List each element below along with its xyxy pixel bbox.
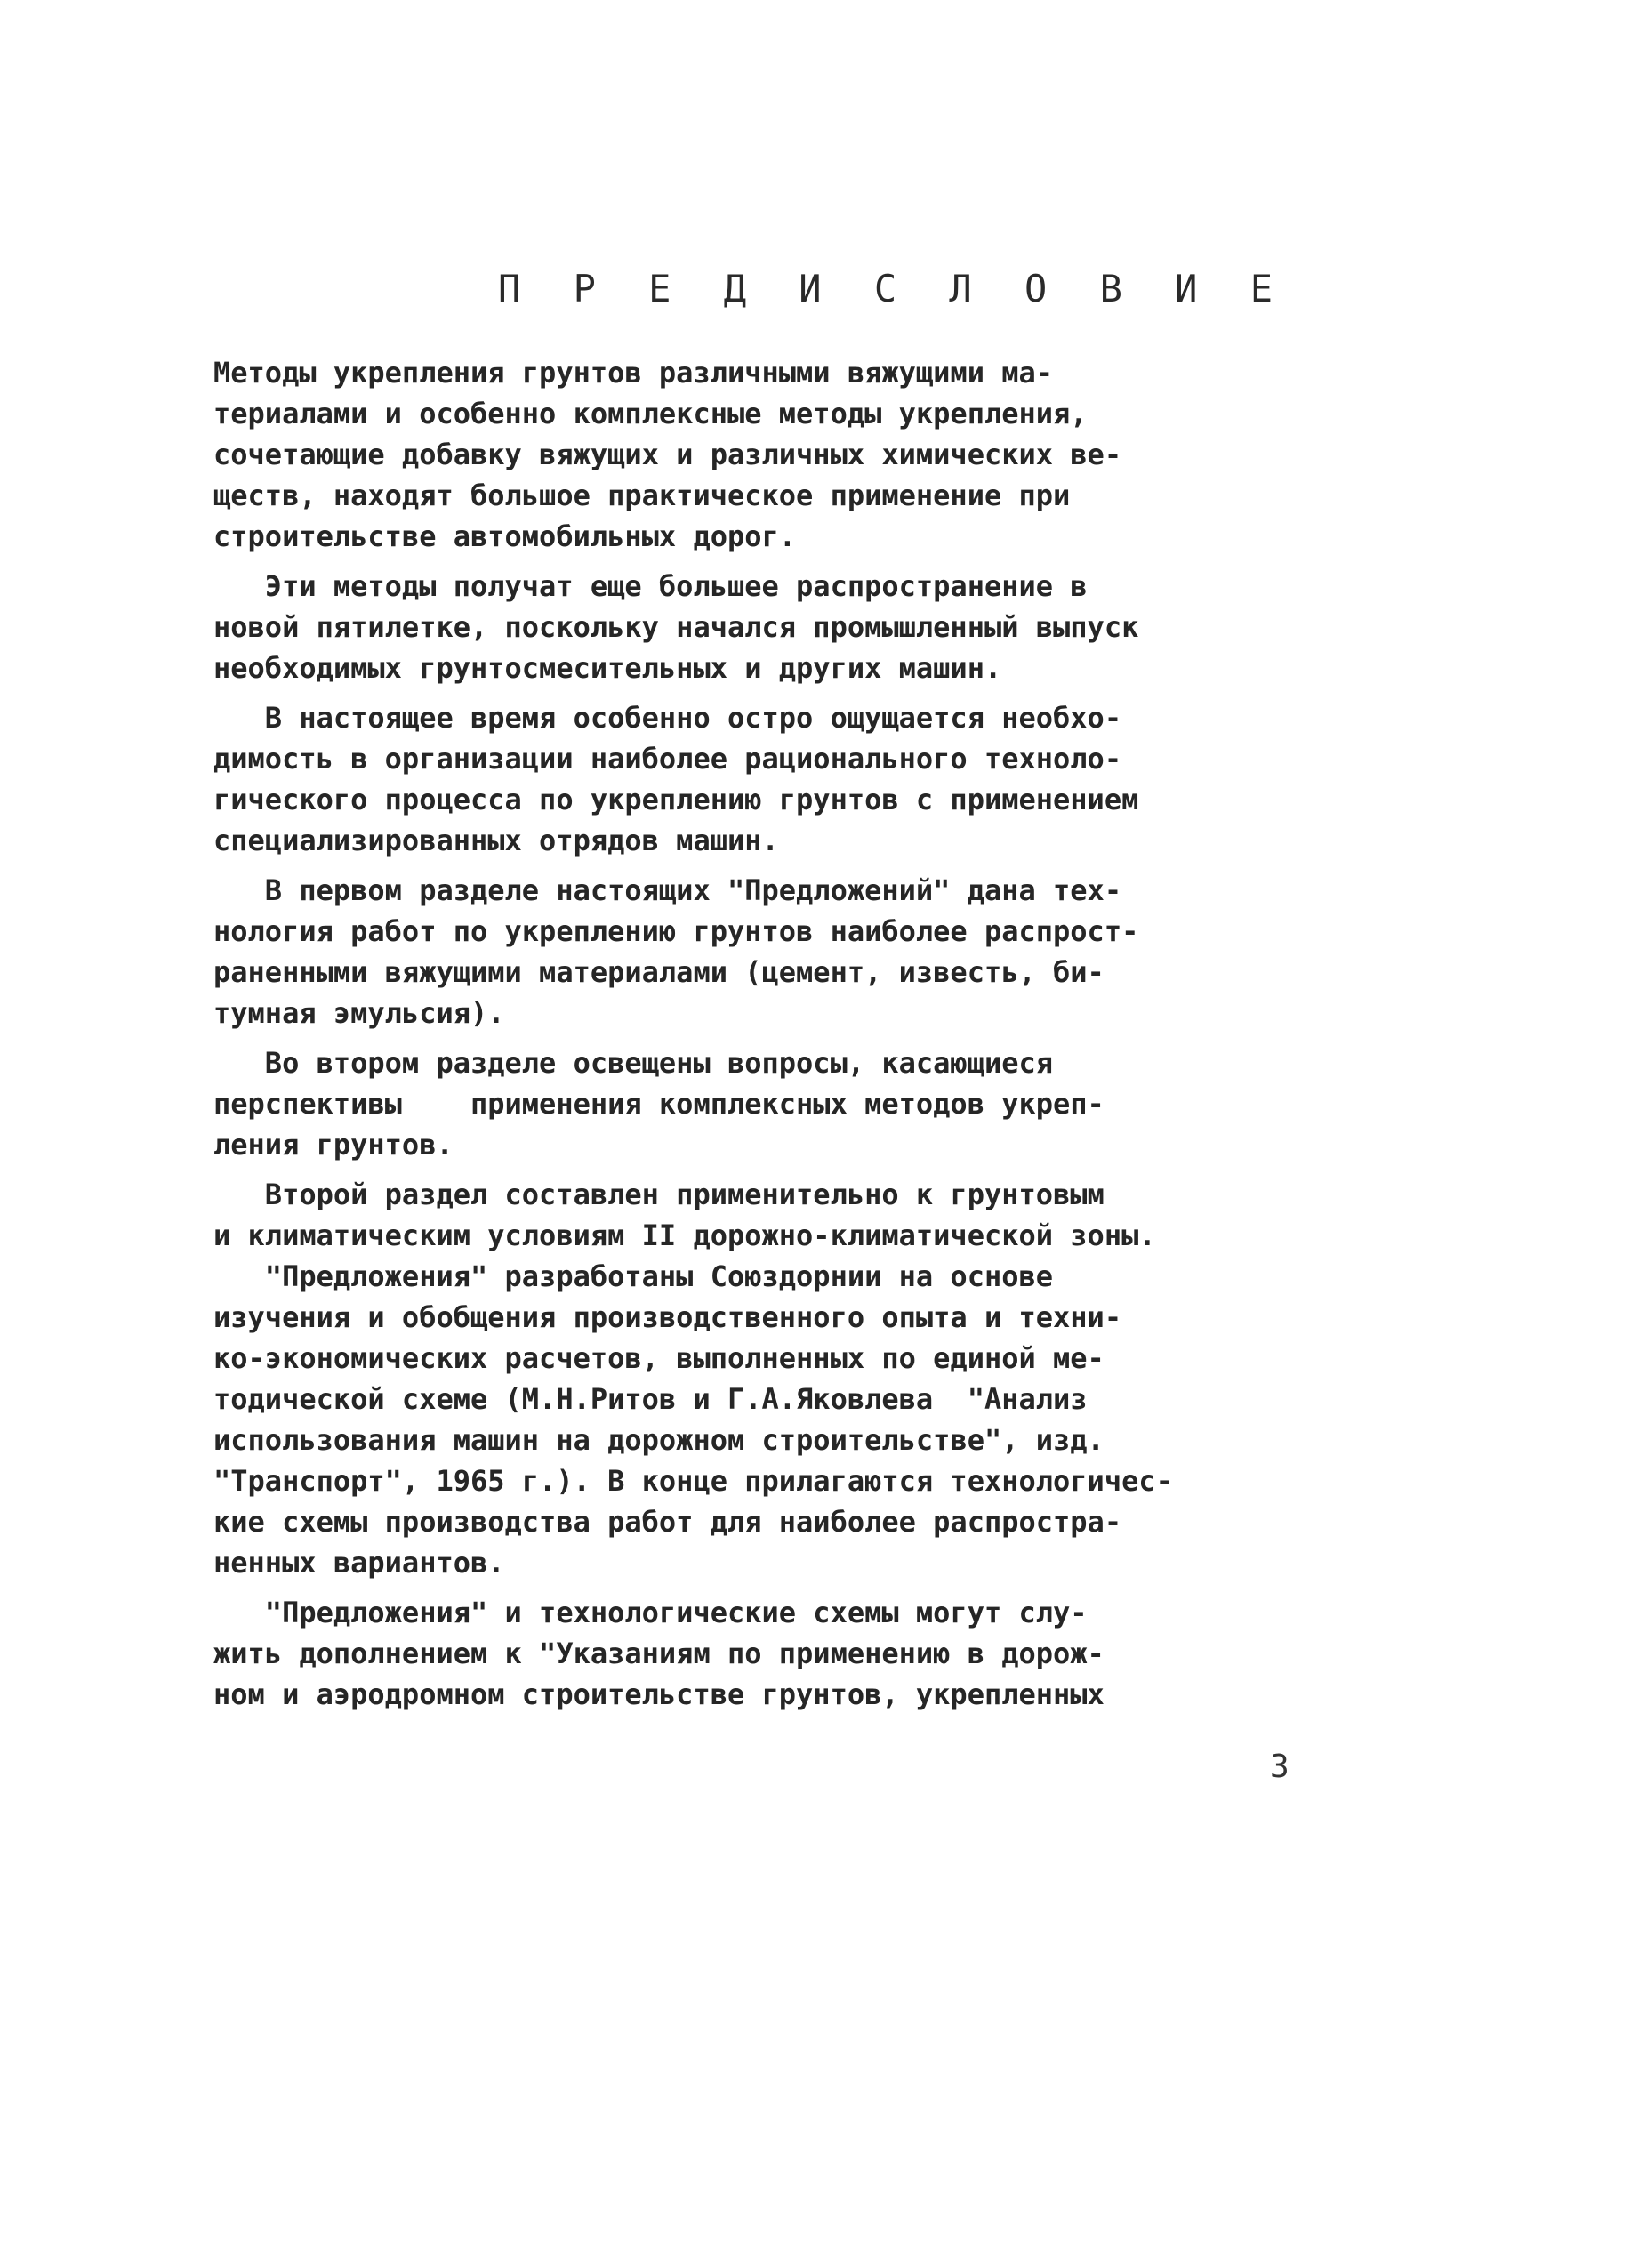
- body-text: [213, 352, 1361, 1724]
- text-line: сочетающие добавку вяжущих и различных химических ве-: [213, 438, 1122, 471]
- text-line: специализированных отрядов машин.: [213, 824, 779, 857]
- text-line: тумная эмульсия).: [213, 996, 505, 1030]
- text-line: В первом разделе настоящих "Предложений" дана тех-: [213, 873, 1122, 907]
- text-line: ко-экономических расчетов, выполненных по единой ме-: [213, 1341, 1105, 1375]
- paragraph: [213, 1174, 1361, 1583]
- paragraph: [213, 566, 1361, 688]
- text-line: ненных вариантов.: [213, 1546, 505, 1580]
- text-line: "Транспорт", 1965 г.). В конце прилагаются технологичес-: [213, 1464, 1173, 1498]
- text-line: "Предложения" разработаны Союздорнии на основе: [213, 1259, 1054, 1293]
- paragraph: [213, 697, 1361, 861]
- text-line: Эти методы получат еще большее распространение в: [213, 569, 1088, 603]
- text-line: тодической схеме (М.Н.Ритов и Г.А.Яковлева "Анализ: [213, 1382, 1088, 1416]
- text-line: димость в организации наиболее рационального техноло-: [213, 742, 1122, 776]
- text-line: новой пятилетке, поскольку начался промышленный выпуск: [213, 610, 1139, 644]
- text-line: жить дополнением к "Указаниям по применению в дорож-: [213, 1637, 1105, 1670]
- text-line: перспективы применения комплексных методов укреп-: [213, 1087, 1105, 1121]
- text-line: Методы укрепления грунтов различными вяжущими ма-: [213, 356, 1054, 390]
- text-line: кие схемы производства работ для наиболее распростра-: [213, 1505, 1122, 1539]
- page-title: П Р Е Д И С Л О В И Е: [498, 267, 1289, 310]
- text-line: "Предложения" и технологические схемы могут слу-: [213, 1596, 1088, 1629]
- page-number: 3: [1270, 1749, 1289, 1785]
- paragraph: [213, 1592, 1361, 1715]
- text-line: Во втором разделе освещены вопросы, касающиеся: [213, 1046, 1054, 1080]
- text-line: использования машин на дорожном строительстве", изд.: [213, 1423, 1105, 1457]
- text-line: В настоящее время особенно остро ощущается необхо-: [213, 701, 1122, 735]
- text-line: раненными вяжущими материалами (цемент, известь, би-: [213, 955, 1105, 989]
- text-line: гического процесса по укреплению грунтов с применением: [213, 783, 1139, 816]
- text-line: ления грунтов.: [213, 1128, 454, 1162]
- text-line: строительстве автомобильных дорог.: [213, 519, 797, 553]
- text-line: териалами и особенно комплексные методы укрепления,: [213, 397, 1088, 430]
- text-line: необходимых грунтосмесительных и других машин.: [213, 651, 1002, 685]
- paragraph: [213, 870, 1361, 1033]
- text-line: изучения и обобщения производственного опыта и техни-: [213, 1300, 1122, 1334]
- paragraph: [213, 352, 1361, 557]
- text-line: ном и аэродромном строительстве грунтов, укрепленных: [213, 1677, 1105, 1711]
- text-line: Второй раздел составлен применительно к грунтовым: [213, 1178, 1105, 1211]
- text-line: и климатическим условиям II дорожно-климатической зоны.: [213, 1218, 1156, 1252]
- paragraph: [213, 1042, 1361, 1165]
- text-line: ществ, находят большое практическое применение при: [213, 479, 1071, 512]
- text-line: нология работ по укреплению грунтов наиболее распрост-: [213, 914, 1139, 948]
